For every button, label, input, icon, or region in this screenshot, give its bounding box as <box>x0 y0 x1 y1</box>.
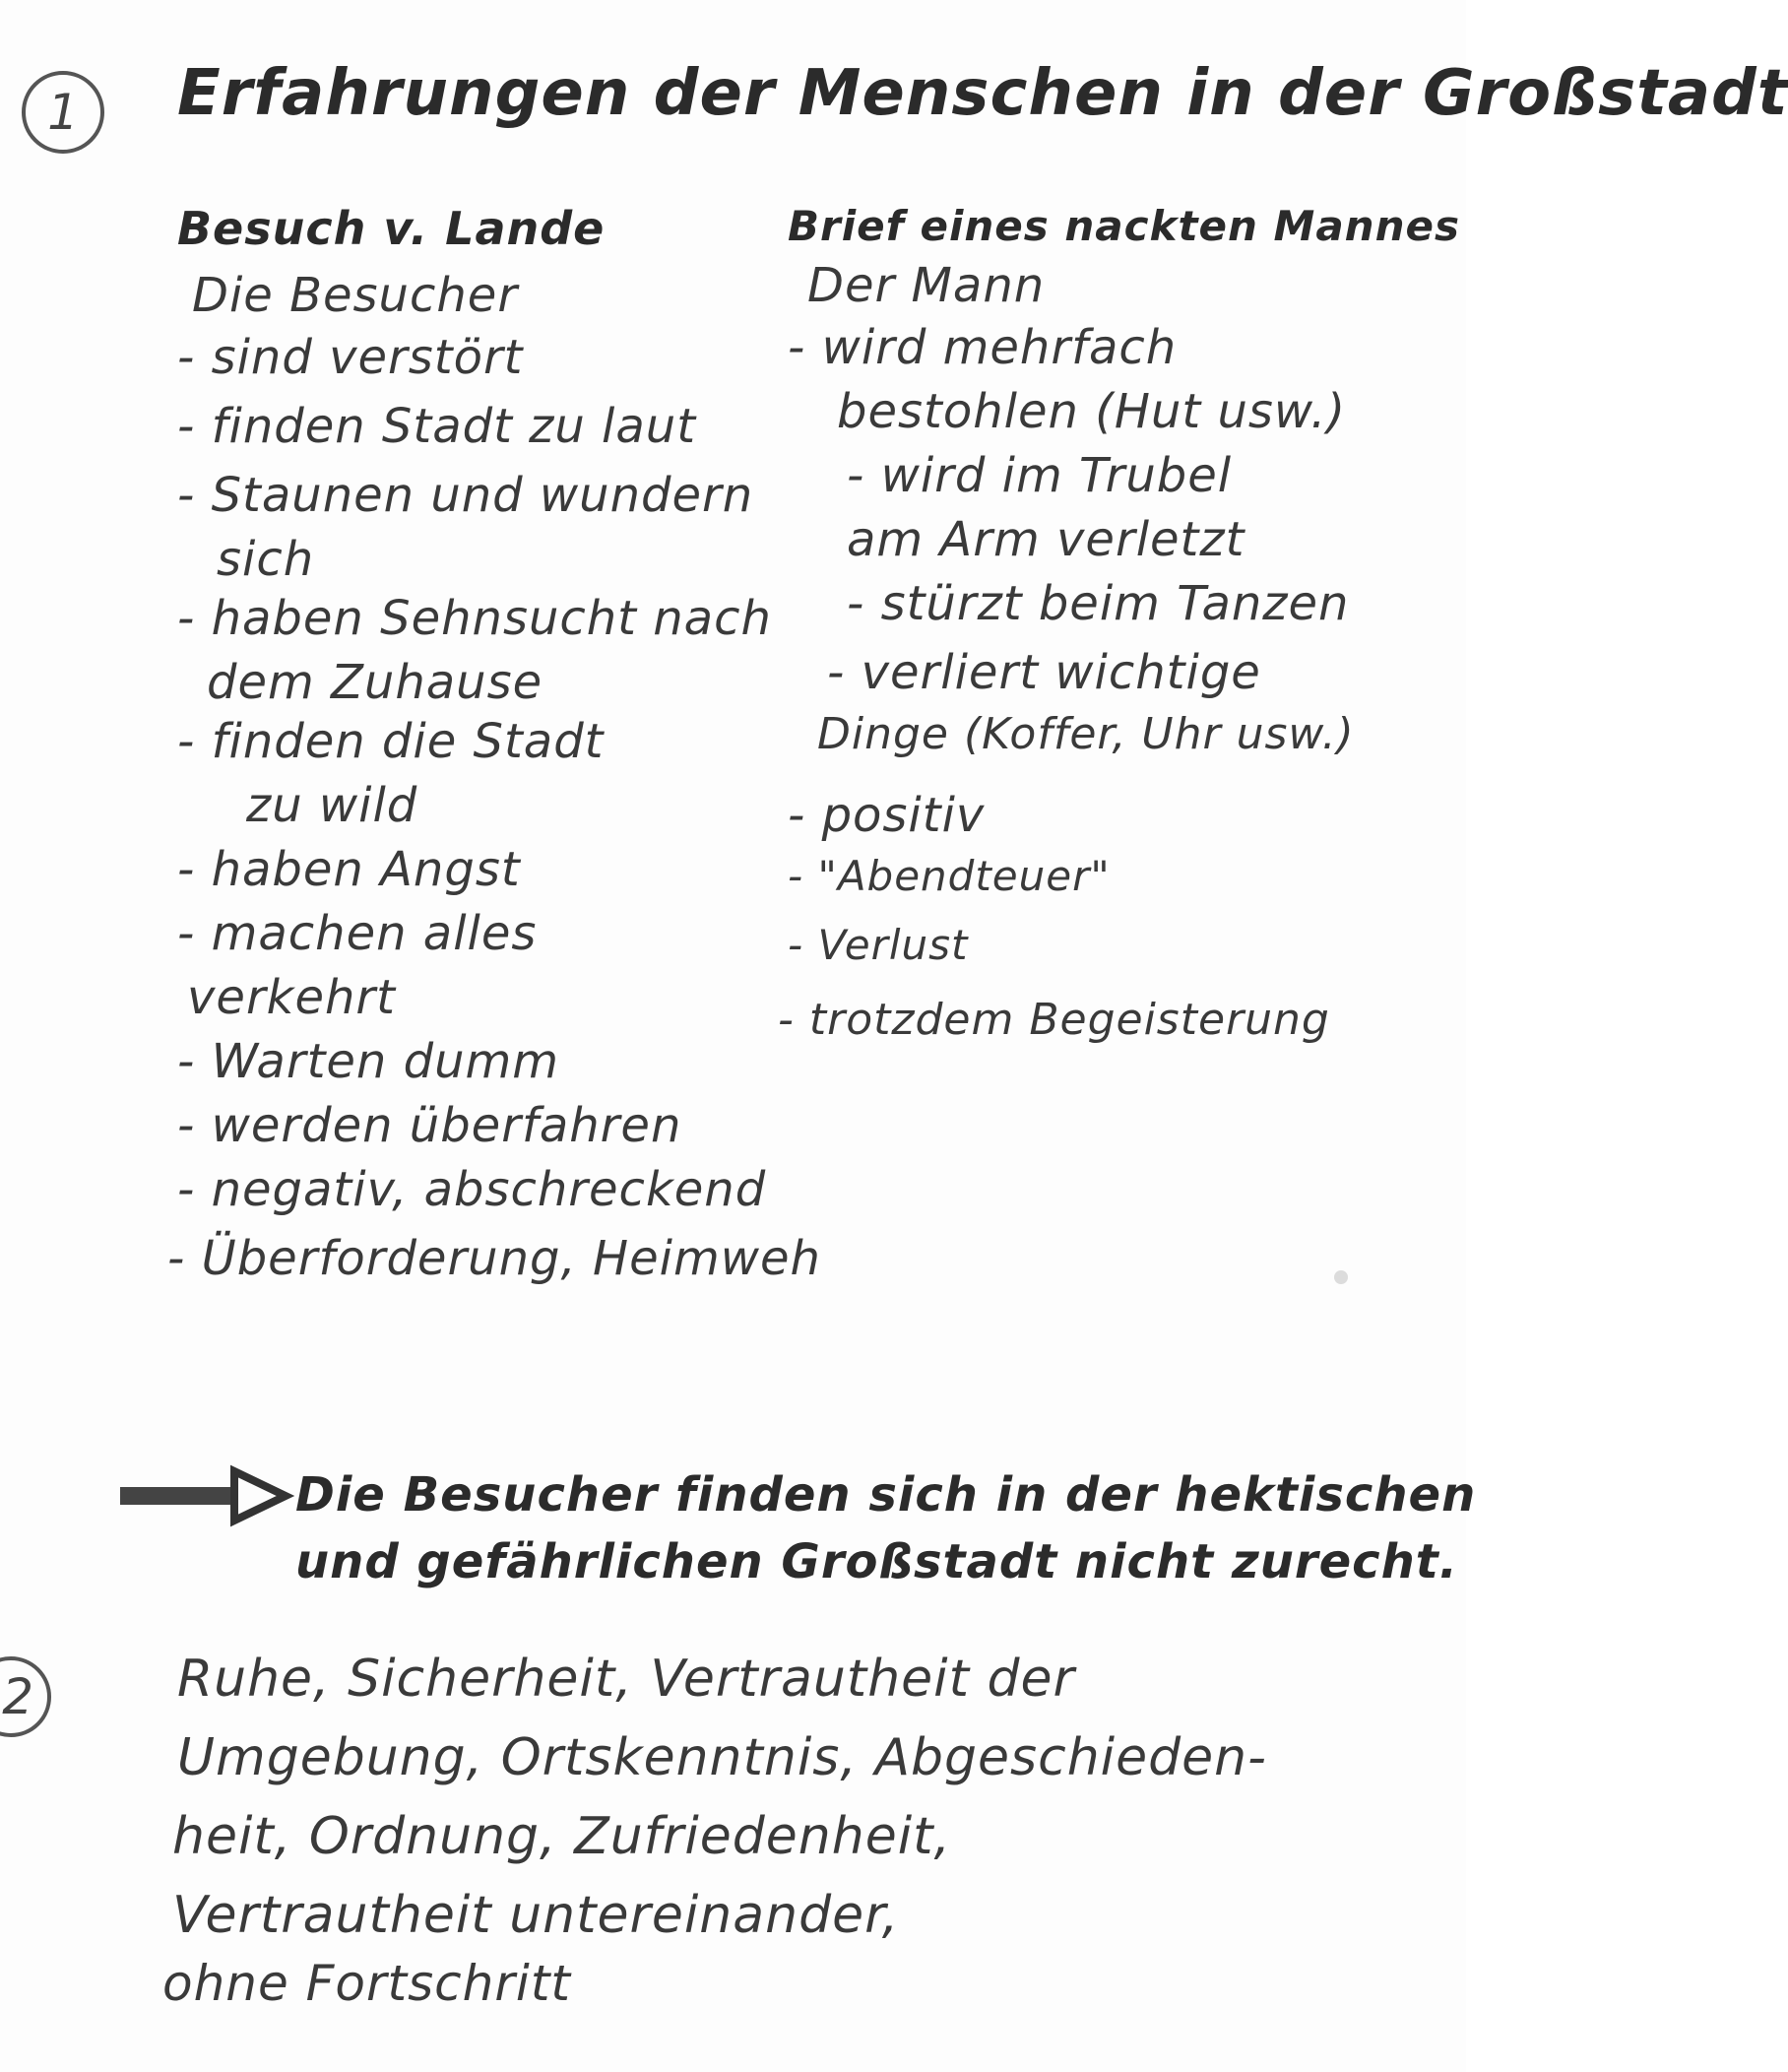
left-line: - negativ, abschreckend <box>177 1162 767 1217</box>
left-line: - werden überfahren <box>177 1098 682 1153</box>
left-line: - Staunen und wundern <box>177 468 754 523</box>
right-line: Dinge (Koffer, Uhr usw.) <box>817 709 1355 759</box>
left-line: - finden die Stadt <box>177 714 605 769</box>
section-1-number <box>22 71 104 154</box>
right-line: - wird im Trubel <box>847 448 1233 503</box>
right-column-heading: Brief eines nackten Mannes <box>788 202 1460 250</box>
right-line: am Arm verletzt <box>847 512 1245 567</box>
section-2-line: Umgebung, Ortskenntnis, Abgeschieden- <box>177 1728 1267 1787</box>
left-line: - Warten dumm <box>177 1034 559 1089</box>
left-line: dem Zuhause <box>207 655 543 710</box>
right-line: - stürzt beim Tanzen <box>847 576 1350 631</box>
right-arrow-icon <box>118 1467 295 1526</box>
right-line: bestohlen (Hut usw.) <box>837 384 1347 439</box>
right-line: - wird mehrfach <box>788 320 1178 375</box>
section-2-number <box>0 1656 51 1737</box>
right-column-subject: Der Mann <box>807 258 1046 313</box>
right-line: - verliert wichtige <box>827 645 1261 700</box>
left-line: - Überforderung, Heimweh <box>167 1231 821 1286</box>
left-line: - sind verstört <box>177 330 524 385</box>
left-line: - finden Stadt zu laut <box>177 399 697 454</box>
conclusion-line: Die Besucher finden sich in der hektischen <box>295 1467 1477 1522</box>
right-line: - positiv <box>788 788 986 843</box>
left-column-heading: Besuch v. Lande <box>177 202 606 255</box>
conclusion-line: und gefährlichen Großstadt nicht zurecht. <box>295 1534 1458 1589</box>
left-line: - haben Sehnsucht nach <box>177 591 772 646</box>
right-line: - Verlust <box>788 921 969 969</box>
left-line: zu wild <box>246 778 418 833</box>
left-line: sich <box>217 532 315 587</box>
section-1-number-text: 1 <box>47 84 79 141</box>
left-line: - haben Angst <box>177 842 521 897</box>
right-line: - "Abendteuer" <box>788 852 1111 900</box>
page-title: Erfahrungen der Menschen in der Großstadt <box>177 57 1788 130</box>
section-2-line: Vertrautheit untereinander, <box>172 1886 900 1945</box>
right-line: - trotzdem Begeisterung <box>778 995 1330 1045</box>
section-2-line: ohne Fortschritt <box>162 1955 572 2012</box>
section-2-line: Ruhe, Sicherheit, Vertrautheit der <box>177 1650 1075 1709</box>
ink-smudge <box>1334 1270 1348 1284</box>
left-column-subject: Die Besucher <box>192 268 519 323</box>
left-line: - machen alles <box>177 906 538 961</box>
section-2-line: heit, Ordnung, Zufriedenheit, <box>172 1807 952 1866</box>
left-line: verkehrt <box>187 970 396 1025</box>
section-2-number-text: 2 <box>2 1668 33 1725</box>
